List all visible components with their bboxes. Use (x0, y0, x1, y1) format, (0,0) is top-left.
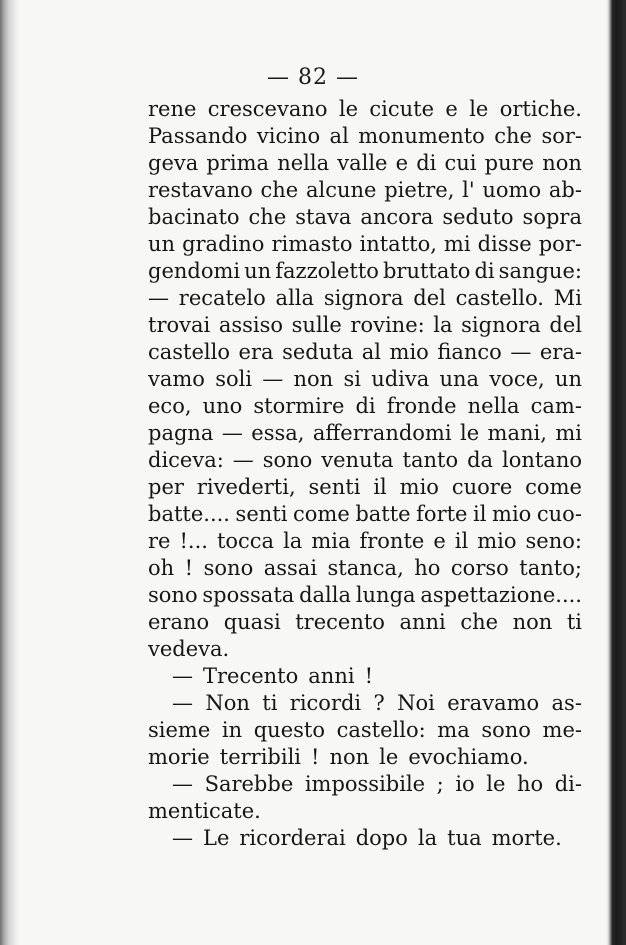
word: ma (437, 718, 470, 742)
word: assiso (218, 313, 284, 337)
word: uomo (482, 178, 542, 202)
word: venuta (321, 448, 394, 472)
word: io (455, 772, 475, 796)
word: era (238, 340, 274, 364)
word: mi (443, 232, 471, 256)
word: prima (206, 151, 270, 175)
text-line (148, 447, 582, 474)
word: del (549, 313, 582, 337)
word: per (148, 475, 184, 499)
word: Le (203, 826, 230, 850)
word: — (510, 340, 532, 364)
word: sono (262, 448, 313, 472)
word: un (148, 232, 176, 256)
word: signora (323, 286, 404, 310)
text-line (148, 474, 582, 501)
word: ancora (360, 205, 434, 229)
word: por- (538, 232, 582, 256)
word: ? (373, 691, 385, 715)
word: uno (202, 394, 243, 418)
word: del (413, 286, 446, 310)
word: batte.... (148, 502, 230, 526)
word: rene (148, 97, 197, 121)
word: non (542, 151, 582, 175)
word: al (361, 340, 381, 364)
word: fronde (386, 394, 457, 418)
word: bacinato (148, 205, 240, 229)
word: ; (436, 772, 444, 796)
word: mio (389, 340, 429, 364)
word: in (221, 718, 243, 742)
text-line (148, 582, 582, 609)
word: Trecento (203, 664, 299, 688)
word: le (338, 97, 359, 121)
word: da (467, 448, 494, 472)
word: mio (492, 502, 532, 526)
text-line (148, 717, 582, 744)
word: cam- (530, 394, 582, 418)
word: morte. (491, 826, 562, 850)
text-line (148, 798, 582, 825)
word: geva (148, 151, 199, 175)
word: — (172, 772, 193, 796)
word: pagna (148, 421, 214, 445)
word: castello (148, 340, 231, 364)
word: di (355, 394, 376, 418)
word: tanto; (519, 556, 582, 580)
text-line (148, 150, 582, 177)
word: stava (295, 205, 352, 229)
word: udiva (371, 367, 430, 391)
word: batte (355, 502, 411, 526)
word: cicute (369, 97, 435, 121)
word: — (262, 367, 284, 391)
text-line (148, 366, 582, 393)
word: aspettazione.... (420, 583, 582, 607)
word: — (148, 286, 169, 310)
word: ho (414, 556, 441, 580)
text-line (148, 636, 582, 663)
word: come (293, 502, 350, 526)
word: quasi (223, 610, 281, 634)
word: disse (477, 232, 532, 256)
word: mio (399, 475, 439, 499)
word: sono (148, 583, 198, 607)
word: ho (516, 772, 544, 796)
word: castello. (455, 286, 544, 310)
text-line (148, 96, 582, 123)
word: nella (467, 394, 520, 418)
word: lontano (501, 448, 582, 472)
word: anni (399, 610, 446, 634)
word: che (494, 124, 532, 148)
text-line (148, 825, 582, 852)
word: seno: (525, 529, 582, 553)
word: trovai (148, 313, 211, 337)
text-line (148, 744, 582, 771)
word: intatto, (359, 232, 437, 256)
word: ortiche. (499, 97, 582, 121)
word: di (416, 151, 437, 175)
text-line (148, 312, 582, 339)
word: il (373, 475, 387, 499)
word: stormire (253, 394, 345, 418)
word: stanca, (327, 556, 404, 580)
word: essa, (251, 421, 305, 445)
word: e (445, 97, 458, 121)
text-line (148, 555, 582, 582)
text-line (148, 339, 582, 366)
body-text (148, 96, 582, 852)
word: la (433, 313, 453, 337)
word: vicino (256, 124, 321, 148)
word: e (395, 151, 409, 175)
word: rovine: (350, 313, 425, 337)
word: terribili (219, 745, 302, 769)
word: valle (337, 151, 388, 175)
word: tua (447, 826, 482, 850)
word: sangue: (498, 259, 582, 283)
word: le (486, 772, 506, 796)
word: menticate. (148, 799, 261, 823)
word: bruttato (382, 259, 471, 283)
word: Noi (397, 691, 435, 715)
word: cuo- (536, 502, 582, 526)
word: di (474, 259, 495, 283)
word: non (512, 610, 553, 634)
word: rimasto (271, 232, 353, 256)
text-line (148, 285, 582, 312)
word: le (379, 745, 399, 769)
text-line (148, 177, 582, 204)
page-edge-shadow (606, 0, 626, 945)
text-line (148, 663, 582, 690)
word: e (433, 529, 446, 553)
word: Passando (148, 124, 248, 148)
word: come (525, 475, 582, 499)
word: sulle (291, 313, 342, 337)
word: — (221, 421, 243, 445)
text-line (148, 771, 582, 798)
word: assai (263, 556, 318, 580)
word: voce, (489, 367, 545, 391)
text-line (148, 231, 582, 258)
word: ti (566, 610, 582, 634)
word: sopra (522, 205, 582, 229)
word: ! (364, 664, 374, 688)
word: rivederti, (196, 475, 296, 499)
word: alla (275, 286, 315, 310)
word: spossata (202, 583, 295, 607)
word: la (283, 529, 303, 553)
word: una (439, 367, 480, 391)
word: senti (235, 502, 288, 526)
word: anni (308, 664, 355, 688)
word: un (554, 367, 582, 391)
word: dopo (355, 826, 408, 850)
word: crescevano (207, 97, 328, 121)
word: ricorderai (239, 826, 346, 850)
word: tanto (402, 448, 459, 472)
word: pure (484, 151, 535, 175)
word: Sarebbe (204, 772, 294, 796)
word: mi (555, 421, 582, 445)
word: seduta (282, 340, 354, 364)
word: Non (205, 691, 250, 715)
word: ab- (548, 178, 582, 202)
word: re (148, 529, 171, 553)
word: cui (444, 151, 477, 175)
page-number: — 82 — (267, 65, 359, 90)
word: sono (481, 718, 531, 742)
word: Mi (553, 286, 582, 310)
word: ti (262, 691, 278, 715)
word: fronte (359, 529, 425, 553)
word: as- (551, 691, 582, 715)
word: era- (539, 340, 582, 364)
word: sieme (148, 718, 211, 742)
word: eco, (148, 394, 192, 418)
word: nella (277, 151, 330, 175)
word: mia (311, 529, 351, 553)
word: evochiamo. (408, 745, 529, 769)
word: un (244, 259, 272, 283)
word: senti (308, 475, 361, 499)
text-line (148, 501, 582, 528)
book-binding-shadow (0, 0, 20, 945)
word: sono (203, 556, 254, 580)
word: il (473, 502, 487, 526)
word: gendomi (148, 259, 241, 283)
word: si (343, 367, 361, 391)
word: me- (542, 718, 582, 742)
word: morie (148, 745, 210, 769)
word: gradino (182, 232, 265, 256)
text-line (148, 393, 582, 420)
word: al (329, 124, 349, 148)
text-line (148, 123, 582, 150)
word: mio (477, 529, 517, 553)
word: pietre, (384, 178, 455, 202)
text-line (148, 204, 582, 231)
word: il (454, 529, 469, 553)
word: l' (462, 178, 475, 202)
word: forte (416, 502, 468, 526)
text-line (148, 420, 582, 447)
word: soli (215, 367, 253, 391)
text-line (148, 609, 582, 636)
word: che (260, 178, 299, 202)
word: mani, (487, 421, 547, 445)
word: eravamo (447, 691, 540, 715)
word: castello: (336, 718, 426, 742)
word: corso (450, 556, 509, 580)
word: monumento (358, 124, 485, 148)
word: — (172, 826, 193, 850)
word: !... (179, 529, 208, 553)
word: oh (148, 556, 175, 580)
word: non (293, 367, 334, 391)
text-line (148, 258, 582, 285)
word: le (469, 97, 489, 121)
word: trecento (295, 610, 385, 634)
word: impossibile (304, 772, 426, 796)
word: dalla (299, 583, 352, 607)
word: questo (253, 718, 325, 742)
word: non (329, 745, 370, 769)
word: fianco (437, 340, 502, 364)
word: diceva: (148, 448, 224, 472)
word: lunga (355, 583, 416, 607)
word: recatelo (178, 286, 266, 310)
word: le (459, 421, 480, 445)
word: la (417, 826, 438, 850)
word: che (248, 205, 287, 229)
word: tocca (216, 529, 275, 553)
word: ricordi (289, 691, 362, 715)
word: alcune (305, 178, 377, 202)
word: — (232, 448, 254, 472)
text-line (148, 690, 582, 717)
word: sor- (541, 124, 582, 148)
word: vamo (148, 367, 205, 391)
word: fazzoletto (275, 259, 379, 283)
word: signora (461, 313, 541, 337)
word: ! (311, 745, 320, 769)
word: afferrandomi (312, 421, 452, 445)
word: — (172, 664, 193, 688)
word: ! (184, 556, 194, 580)
word: che (460, 610, 499, 634)
word: cuore (451, 475, 513, 499)
word: seduto (442, 205, 514, 229)
word: di- (554, 772, 582, 796)
word: — (172, 691, 193, 715)
text-line (148, 528, 582, 555)
word: vedeva. (148, 637, 230, 661)
word: restavano (148, 178, 253, 202)
word: erano (148, 610, 210, 634)
